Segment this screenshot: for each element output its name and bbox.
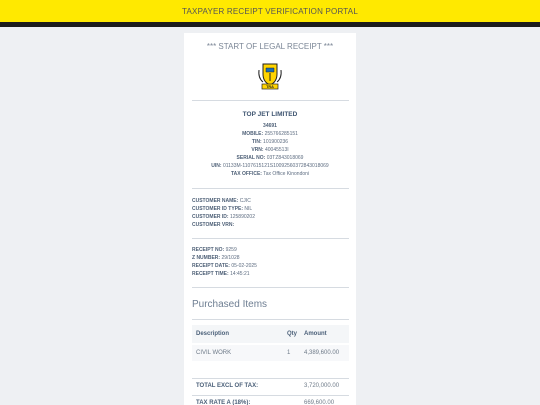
item-description: CIVIL WORK: [196, 350, 232, 356]
company-uin: UIN: 01133M-1107615121S10092560372843018069: [211, 163, 329, 169]
company-vrn: VRN: 40045513I: [251, 147, 289, 153]
column-header-amount: Amount: [304, 331, 327, 337]
z-number: Z NUMBER: 29/1028: [192, 255, 240, 261]
total-excl-tax-label: TOTAL EXCL OF TAX:: [196, 383, 259, 389]
divider: [192, 319, 349, 320]
company-code: 34691: [263, 123, 277, 129]
header-divider-bar: [0, 22, 540, 27]
divider: [192, 238, 349, 239]
column-header-qty: Qty: [287, 331, 298, 337]
tax-rate-label: TAX RATE A (18%):: [196, 400, 251, 405]
customer-name: CUSTOMER NAME: CJIC: [192, 198, 251, 204]
company-tax-office: TAX OFFICE: Tax Office Kinondoni: [230, 171, 310, 177]
total-excl-tax-value: 3,720,000.00: [304, 383, 340, 389]
receipt-number: RECEIPT NO: 9259: [192, 247, 237, 253]
legal-receipt-start: *** START OF LEGAL RECEIPT ***: [206, 42, 334, 51]
receipt-card: [184, 33, 356, 405]
tra-emblem-icon: [257, 60, 283, 90]
receipt-time: RECEIPT TIME: 14:45:21: [192, 271, 250, 277]
total-excl-tax-row: [192, 379, 349, 394]
company-serial: SERIAL NO: 03TZ843018069: [236, 155, 304, 161]
tax-rate-value: 669,600.00: [304, 400, 335, 405]
svg-text:TRA: TRA: [266, 85, 274, 90]
customer-id: CUSTOMER ID: 125890202: [192, 214, 255, 220]
portal-header: [0, 0, 540, 22]
divider: [192, 287, 349, 288]
receipt-date: RECEIPT DATE: 05-02-2025: [192, 263, 257, 269]
table-row: [192, 345, 349, 361]
items-table-header: [192, 325, 349, 343]
item-qty: 1: [287, 350, 291, 356]
divider: [192, 100, 349, 101]
customer-id-type: CUSTOMER ID TYPE: NIL: [192, 206, 253, 212]
customer-vrn: CUSTOMER VRN:: [192, 222, 235, 228]
item-amount: 4,389,600.00: [304, 350, 340, 356]
company-name: TOP JET LIMITED: [242, 111, 298, 118]
company-mobile: MOBILE: 255766285151: [242, 131, 298, 137]
portal-title: TAXPAYER RECEIPT VERIFICATION PORTAL: [182, 7, 358, 16]
purchased-items-title: Purchased Items: [192, 299, 268, 310]
column-header-description: Description: [196, 331, 230, 337]
tax-rate-row: [192, 396, 349, 405]
divider: [192, 188, 349, 189]
company-tin: TIN: 101900236: [251, 139, 289, 145]
